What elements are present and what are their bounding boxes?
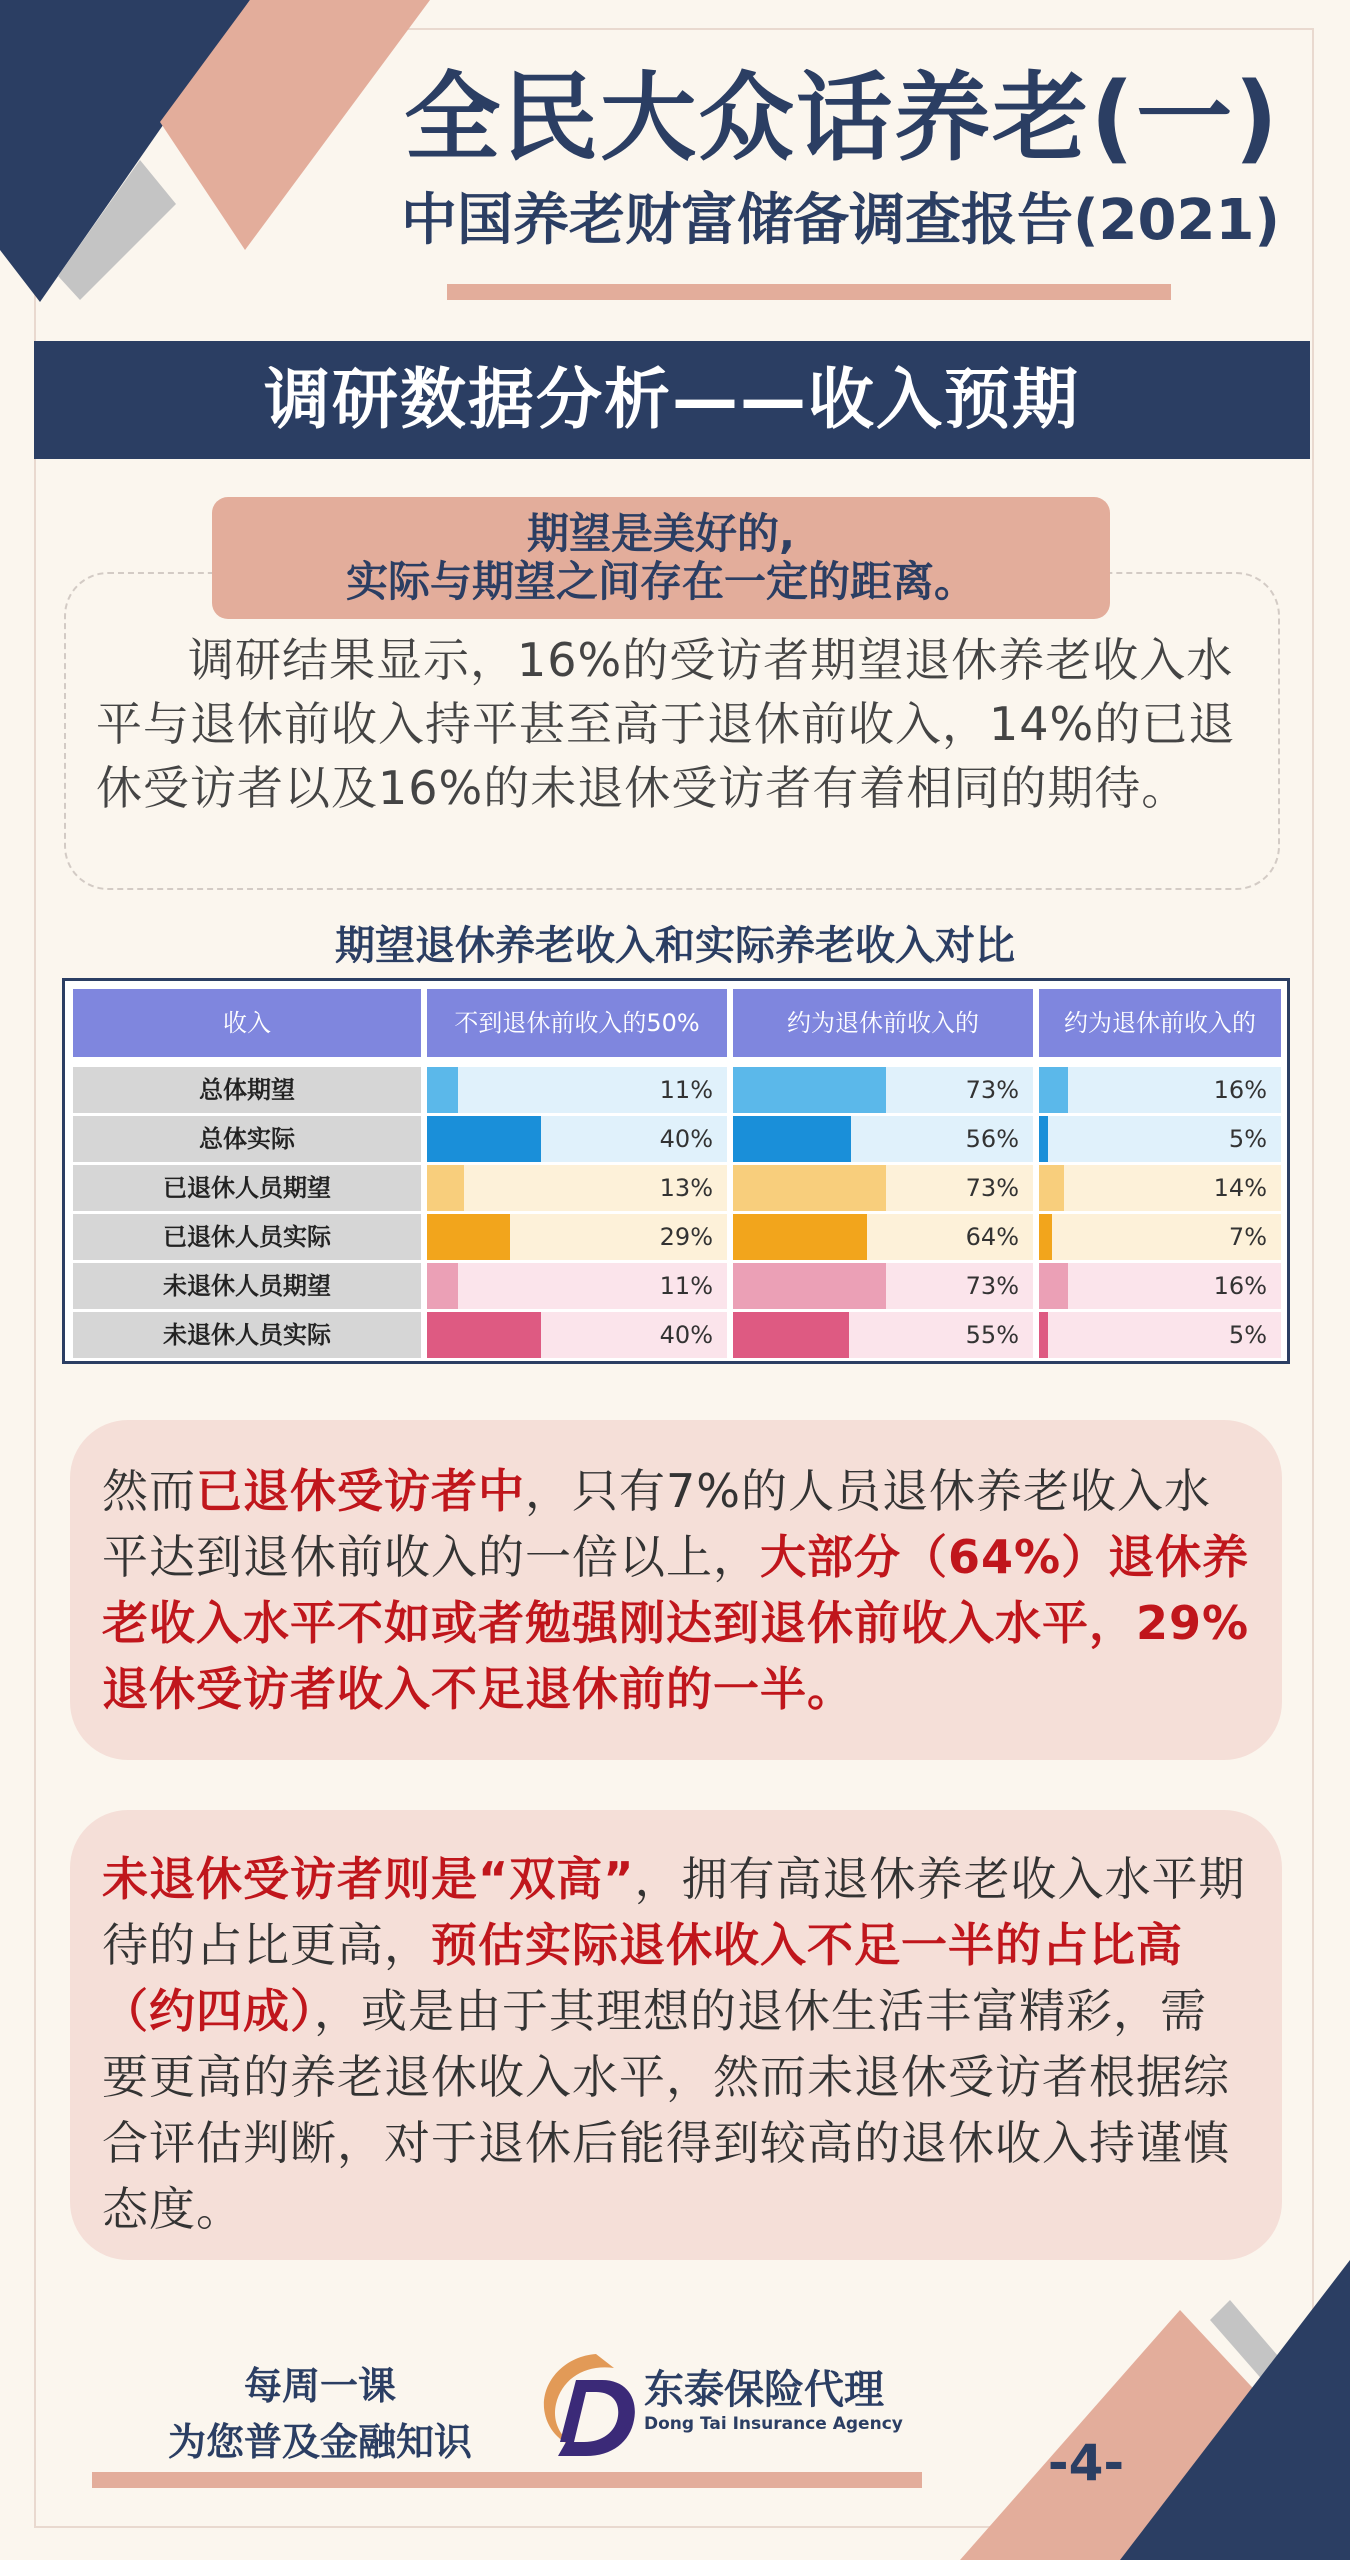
table-value: 5%	[1228, 1125, 1267, 1153]
table-cell	[1039, 1165, 1281, 1211]
page-number: -4-	[1047, 2434, 1125, 2492]
table-row-label: 已退休人员实际	[73, 1214, 421, 1260]
table-cell	[427, 1312, 727, 1358]
footer-slogan	[150, 2358, 490, 2470]
table-value: 55%	[965, 1321, 1019, 1349]
title-underline	[447, 284, 1171, 300]
table-bar	[1039, 1263, 1068, 1309]
table-value: 40%	[659, 1321, 713, 1349]
table-bar	[733, 1165, 886, 1211]
page-title: 全民大众话养老(一)	[404, 62, 1280, 174]
table-cell	[1039, 1067, 1281, 1113]
table-cell	[733, 1067, 1033, 1113]
table-cell	[1039, 1116, 1281, 1162]
table-value: 11%	[659, 1076, 713, 1104]
table-value: 56%	[965, 1125, 1019, 1153]
table-row-label: 未退休人员实际	[73, 1312, 421, 1358]
not-retired-highlight-2: 预估实际退休收入不足一半的占比高（约四成）	[102, 1918, 1183, 2038]
table-bar	[733, 1214, 867, 1260]
footer-underline	[92, 2472, 922, 2488]
table-bar	[427, 1165, 464, 1211]
income-comparison-table	[62, 978, 1290, 1364]
table-cell	[733, 1165, 1033, 1211]
table-cell	[427, 1165, 727, 1211]
callout-headline-line1: 期望是美好的,	[527, 509, 795, 558]
table-value: 16%	[1213, 1272, 1267, 1300]
table-bar	[1039, 1116, 1048, 1162]
table-header-1: 不到退休前收入的50%	[427, 989, 727, 1057]
table-cell	[427, 1067, 727, 1113]
not-retired-analysis-box	[70, 1810, 1282, 2260]
table-bar	[427, 1067, 458, 1113]
section-banner: 调研数据分析——收入预期	[34, 341, 1310, 459]
callout-headline	[212, 497, 1110, 619]
table-value: 73%	[965, 1272, 1019, 1300]
table-row-label: 未退休人员期望	[73, 1263, 421, 1309]
callout-body: 调研结果显示，16%的受访者期望退休养老收入水平与退休前收入持平甚至高于退休前收入，14%的已退休受访者以及16%的未退休受访者有着相同的期待。	[96, 633, 1236, 815]
table-row-label: 总体期望	[73, 1067, 421, 1113]
table-value: 40%	[659, 1125, 713, 1153]
table-bar	[733, 1116, 851, 1162]
retired-text-2: ，只有7%的人员退休养老收入水平达到退休前收入的一倍以上，	[102, 1464, 1211, 1584]
table-bar	[733, 1312, 849, 1358]
table-cell	[1039, 1214, 1281, 1260]
table-value: 16%	[1213, 1076, 1267, 1104]
table-value: 73%	[965, 1174, 1019, 1202]
table-title: 期望退休养老收入和实际养老收入对比	[335, 923, 1015, 969]
page-subtitle: 中国养老财富储备调查报告(2021)	[400, 188, 1280, 253]
table-row-label: 已退休人员期望	[73, 1165, 421, 1211]
table-bar	[427, 1263, 458, 1309]
table-bar	[733, 1263, 886, 1309]
table-cell	[733, 1214, 1033, 1260]
table-bar	[427, 1214, 510, 1260]
table-cell	[733, 1263, 1033, 1309]
table-bar	[1039, 1312, 1048, 1358]
table-value: 64%	[965, 1223, 1019, 1251]
table-cell	[1039, 1312, 1281, 1358]
bottom-right-decoration	[930, 2250, 1350, 2560]
table-value: 5%	[1228, 1321, 1267, 1349]
table-cell	[733, 1312, 1033, 1358]
logo-english-name: Dong Tai Insurance Agency	[644, 2414, 903, 2434]
not-retired-text-1: ，拥有高退休养老收入水平期待的占比更高，	[102, 1852, 1246, 1972]
table-bar	[733, 1067, 886, 1113]
table-cell	[733, 1116, 1033, 1162]
table-value: 11%	[659, 1272, 713, 1300]
table-bar	[1039, 1165, 1064, 1211]
table-bar	[427, 1116, 541, 1162]
retired-highlight-2: 大部分（64%）退休养老收入水平不如或者勉强刚达到退休前收入水平，29%退休受访者收入不足退休前的一半。	[102, 1530, 1250, 1716]
not-retired-highlight-1: 未退休受访者则是“双高”	[102, 1852, 635, 1906]
table-bar	[1039, 1067, 1068, 1113]
retired-highlight-1: 已退休受访者中	[196, 1464, 525, 1518]
retired-analysis-box	[70, 1420, 1282, 1760]
table-header-0: 收入	[73, 989, 421, 1057]
table-bar	[1039, 1214, 1052, 1260]
not-retired-text-2: ，或是由于其理想的退休生活丰富精彩，需要更高的养老退休收入水平，然而未退休受访者根据综合评估判断，对于退休后能得到较高的退休收入持谨慎态度。	[102, 1984, 1230, 2236]
table-cell	[427, 1116, 727, 1162]
table-bar	[427, 1312, 541, 1358]
footer-slogan-line1: 每周一课	[243, 2364, 396, 2408]
footer-slogan-line2: 为您普及金融知识	[167, 2420, 472, 2464]
table-value: 29%	[659, 1223, 713, 1251]
table-value: 14%	[1213, 1174, 1267, 1202]
callout-headline-line2: 实际与期望之间存在一定的距离。	[345, 557, 976, 606]
table-value: 73%	[965, 1076, 1019, 1104]
table-value: 7%	[1228, 1223, 1267, 1251]
table-value: 13%	[659, 1174, 713, 1202]
table-cell	[1039, 1263, 1281, 1309]
retired-text-1: 然而	[102, 1464, 196, 1518]
logo-mark-icon	[536, 2350, 640, 2462]
table-cell	[427, 1214, 727, 1260]
table-row-label: 总体实际	[73, 1116, 421, 1162]
table-header-2: 约为退休前收入的	[733, 989, 1033, 1057]
company-logo	[536, 2350, 916, 2462]
logo-name: 东泰保险代理	[644, 2367, 884, 2413]
table-header-3: 约为退休前收入的	[1039, 989, 1281, 1057]
table-cell	[427, 1263, 727, 1309]
